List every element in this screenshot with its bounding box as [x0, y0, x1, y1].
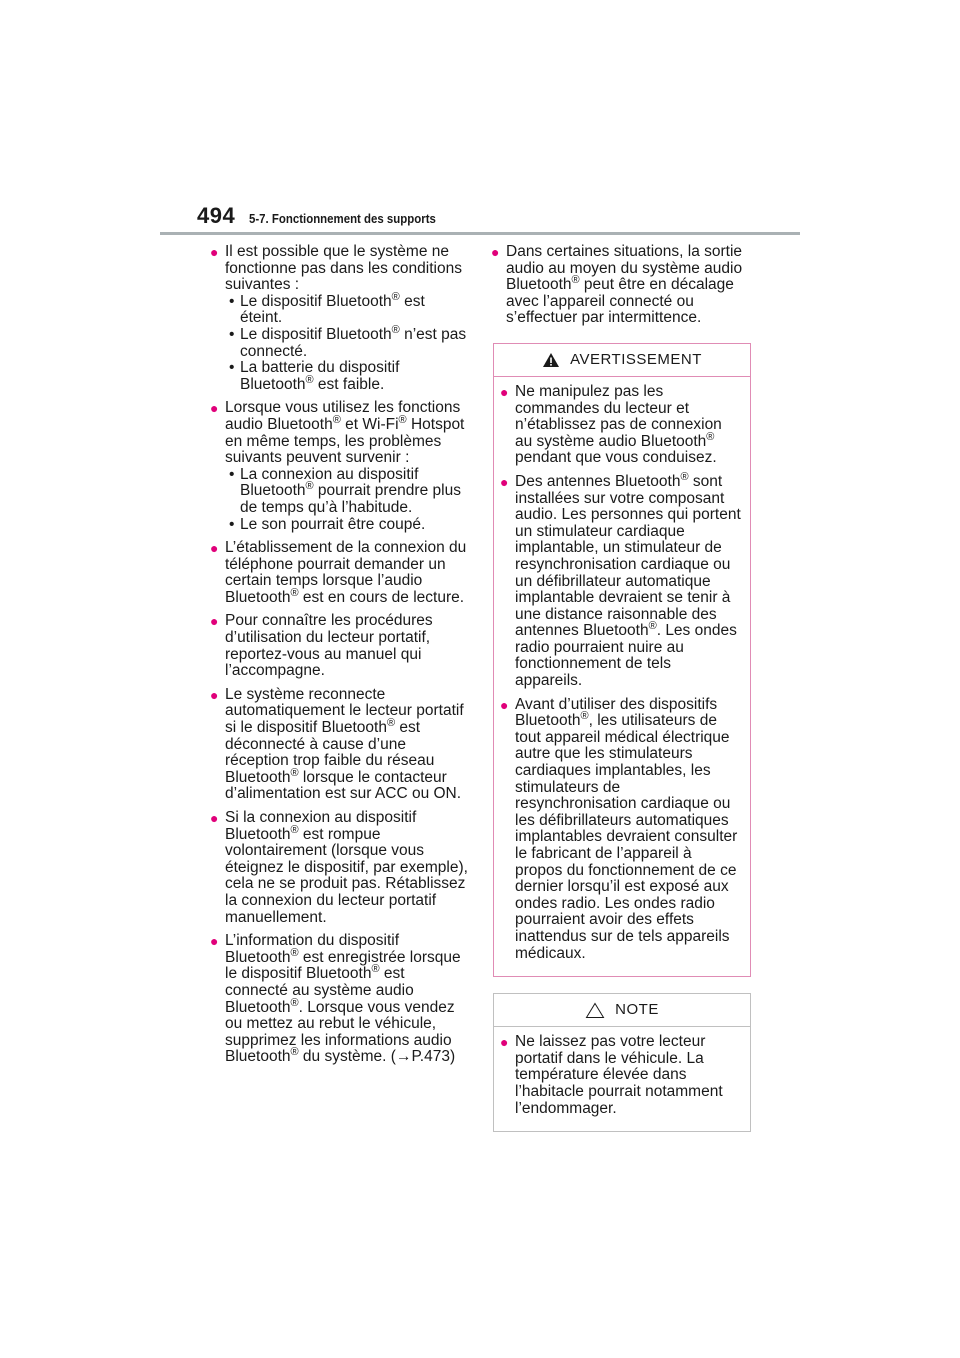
arrow-icon: →: [395, 1048, 412, 1066]
left-column: [210, 244, 470, 1073]
registered-mark: ®: [580, 710, 589, 723]
item-text: Lorsque vous utilisez les fonctions audio Bluetooth: [225, 399, 461, 433]
item-text: et Wi-Fi: [340, 415, 399, 433]
registered-mark: ®: [391, 323, 400, 336]
item-text: Le système reconnecte automatiquement le lecteur portatif si le dispositif Bluetooth: [225, 685, 464, 737]
item-text: est connecté au système audio Bluetooth: [225, 965, 414, 1016]
header-rule: [160, 232, 800, 235]
page-reference-link[interactable]: P.473): [411, 1048, 456, 1066]
sub-item: [225, 290, 470, 327]
warning-header: [494, 344, 750, 377]
sub-text: Le dispositif Bluetooth: [240, 292, 392, 310]
registered-mark: ®: [391, 290, 400, 303]
item-text: est en cours de lecture.: [298, 588, 465, 606]
registered-mark: ®: [332, 413, 341, 426]
bullet-icon: ●: [210, 686, 219, 703]
registered-mark: ®: [706, 430, 715, 443]
sub-text: Le dispositif Bluetooth: [240, 325, 392, 343]
bullet-icon: ●: [210, 400, 219, 417]
list-item: [210, 400, 470, 533]
sub-item: [225, 360, 470, 393]
item-text: sont installées sur votre composant audio. Les personnes qui portent un stimulateur cardiaque implantable, un stimulateur de resynchronisation cardiaque ou un défibrillateur automatique implantable devraient se tenir à une distance raisonnable des antennes Bluetooth: [515, 472, 741, 640]
item-text: est enregistrée lorsque le dispositif Bluetooth: [225, 948, 461, 983]
list-item: [500, 697, 742, 963]
item-text: L’information du dispositif Bluetooth: [225, 932, 400, 966]
list-item: [500, 384, 742, 467]
bullet-icon: ●: [210, 810, 219, 826]
list-item: [210, 613, 470, 679]
warning-box: [493, 343, 751, 977]
item-text: Il est possible que le système ne fonctionne pas dans les conditions suivantes :: [225, 243, 462, 294]
registered-mark: ®: [386, 716, 396, 729]
dash-icon: •: [229, 325, 235, 343]
list-item: [210, 687, 470, 803]
list-item: [210, 244, 470, 393]
sub-text: est faible.: [313, 375, 385, 393]
sub-item: [225, 323, 470, 360]
sub-text: est éteint.: [240, 292, 425, 327]
item-text: Des antennes Bluetooth: [515, 472, 681, 490]
list-item: [210, 933, 470, 1066]
registered-mark: ®: [290, 766, 299, 779]
sub-text: Le son pourrait être coupé.: [240, 515, 426, 533]
dash-icon: •: [229, 292, 235, 310]
dash-icon: •: [229, 465, 235, 483]
item-text: , les utilisateurs de tout appareil médical électrique autre que les stimulateurs cardiaques implantables, les stimulateurs de resynchronisation cardiaque ou les défibrillateurs automatiques implantables devraient consulter le fabricant de l’appareil à propos du fonctionnement de ce dernier lorsqu’il est exposé aux ondes radio. Les ondes radio pourraient avoir des effets inattendus sur de tels appareils médicaux.: [515, 712, 738, 962]
page-header: [197, 203, 462, 229]
registered-mark: ®: [290, 1046, 299, 1059]
item-text: est rompue volontairement (lorsque vous éteignez le dispositif, par exemple), cela ne se produit pas. Rétablissez la connexion du lecteur portatif manuellement.: [225, 825, 468, 926]
sub-text: pourrait prendre plus de temps qu’à l’habitude.: [240, 482, 461, 516]
bullet-icon: ●: [500, 696, 509, 713]
registered-mark: ®: [290, 823, 299, 836]
bullet-icon: ●: [500, 473, 509, 490]
page-number: 494: [197, 203, 236, 228]
warning-body: [494, 377, 750, 976]
item-text: . Lorsque vous vendez ou mettez au rebut le véhicule, supprimez les informations audio Bluetooth: [225, 998, 455, 1066]
registered-mark: ®: [290, 946, 299, 959]
item-text: . Les ondes radio pourraient nuire au fonctionnement de tels appareils.: [515, 622, 737, 690]
bullet-icon: ●: [210, 244, 219, 260]
bullet-icon: ●: [500, 383, 509, 400]
sub-item: [225, 517, 470, 534]
note-title: NOTE: [615, 1000, 659, 1018]
list-item: [500, 1034, 742, 1117]
registered-mark: ®: [290, 996, 299, 1009]
item-text: pendant que vous conduisez.: [515, 449, 717, 467]
registered-mark: ®: [371, 963, 380, 976]
sub-text: n’est pas connecté.: [240, 325, 467, 360]
bullet-icon: ●: [491, 244, 500, 260]
item-text: lorsque le contacteur d’alimentation est sur ACC ou ON.: [225, 768, 462, 803]
dash-icon: •: [229, 359, 235, 377]
bullet-icon: ●: [500, 1034, 509, 1051]
bullet-icon: ●: [210, 540, 219, 557]
item-text: Avant d’utiliser des dispositifs Bluetooth: [515, 695, 718, 730]
registered-mark: ®: [648, 620, 657, 633]
list-item: [210, 540, 470, 606]
section-title: 5-7. Fonctionnement des supports: [249, 211, 437, 226]
item-text: Pour connaître les procédures d’utilisation du lecteur portatif, reportez-vous au manuel qui l’accompagne.: [225, 612, 433, 680]
registered-mark: ®: [571, 274, 580, 287]
list-item: [210, 810, 470, 926]
bullet-icon: ●: [210, 933, 219, 950]
sub-text: La connexion au dispositif Bluetooth: [240, 465, 419, 500]
note-body: [494, 1027, 750, 1131]
list-item: [491, 244, 751, 327]
registered-mark: ®: [398, 413, 407, 426]
registered-mark: ®: [305, 480, 314, 493]
item-text: du système. (: [298, 1048, 396, 1066]
item-text: Si la connexion au dispositif Bluetooth: [225, 809, 417, 843]
note-header: [494, 994, 750, 1027]
warning-title: AVERTISSEMENT: [570, 350, 702, 368]
item-text: Hotspot en même temps, les problèmes suivants peuvent survenir :: [225, 415, 465, 467]
list-item: [500, 470, 742, 690]
item-text: L’établissement de la connexion du téléphone pourrait demander un certain temps lorsque l’audio Bluetooth: [225, 539, 467, 606]
dash-icon: •: [229, 515, 235, 533]
registered-mark: ®: [305, 373, 314, 386]
bullet-icon: ●: [210, 613, 219, 630]
registered-mark: ®: [680, 470, 689, 483]
caution-outline-icon: [585, 1002, 605, 1019]
note-box: [493, 993, 751, 1132]
warning-icon: [542, 352, 560, 368]
item-text: Ne laissez pas votre lecteur portatif dans le véhicule. La température élevée dans l’habitacle pourrait notamment l’endommager.: [515, 1033, 723, 1117]
registered-mark: ®: [290, 586, 299, 599]
sub-text: La batterie du dispositif Bluetooth: [240, 359, 400, 393]
item-text: Ne manipulez pas les commandes du lecteur et n’établissez pas de connexion au système audio Bluetooth: [515, 382, 722, 450]
item-text: est déconnecté à cause d’une réception trop faible du réseau Bluetooth: [225, 719, 435, 786]
item-text: peut être en décalage avec l’appareil connecté ou s’effectuer par intermittence.: [506, 276, 734, 327]
right-column: [491, 244, 751, 1132]
sub-item: [225, 467, 470, 517]
item-text: Dans certaines situations, la sortie audio au moyen du système audio Bluetooth: [506, 243, 743, 294]
